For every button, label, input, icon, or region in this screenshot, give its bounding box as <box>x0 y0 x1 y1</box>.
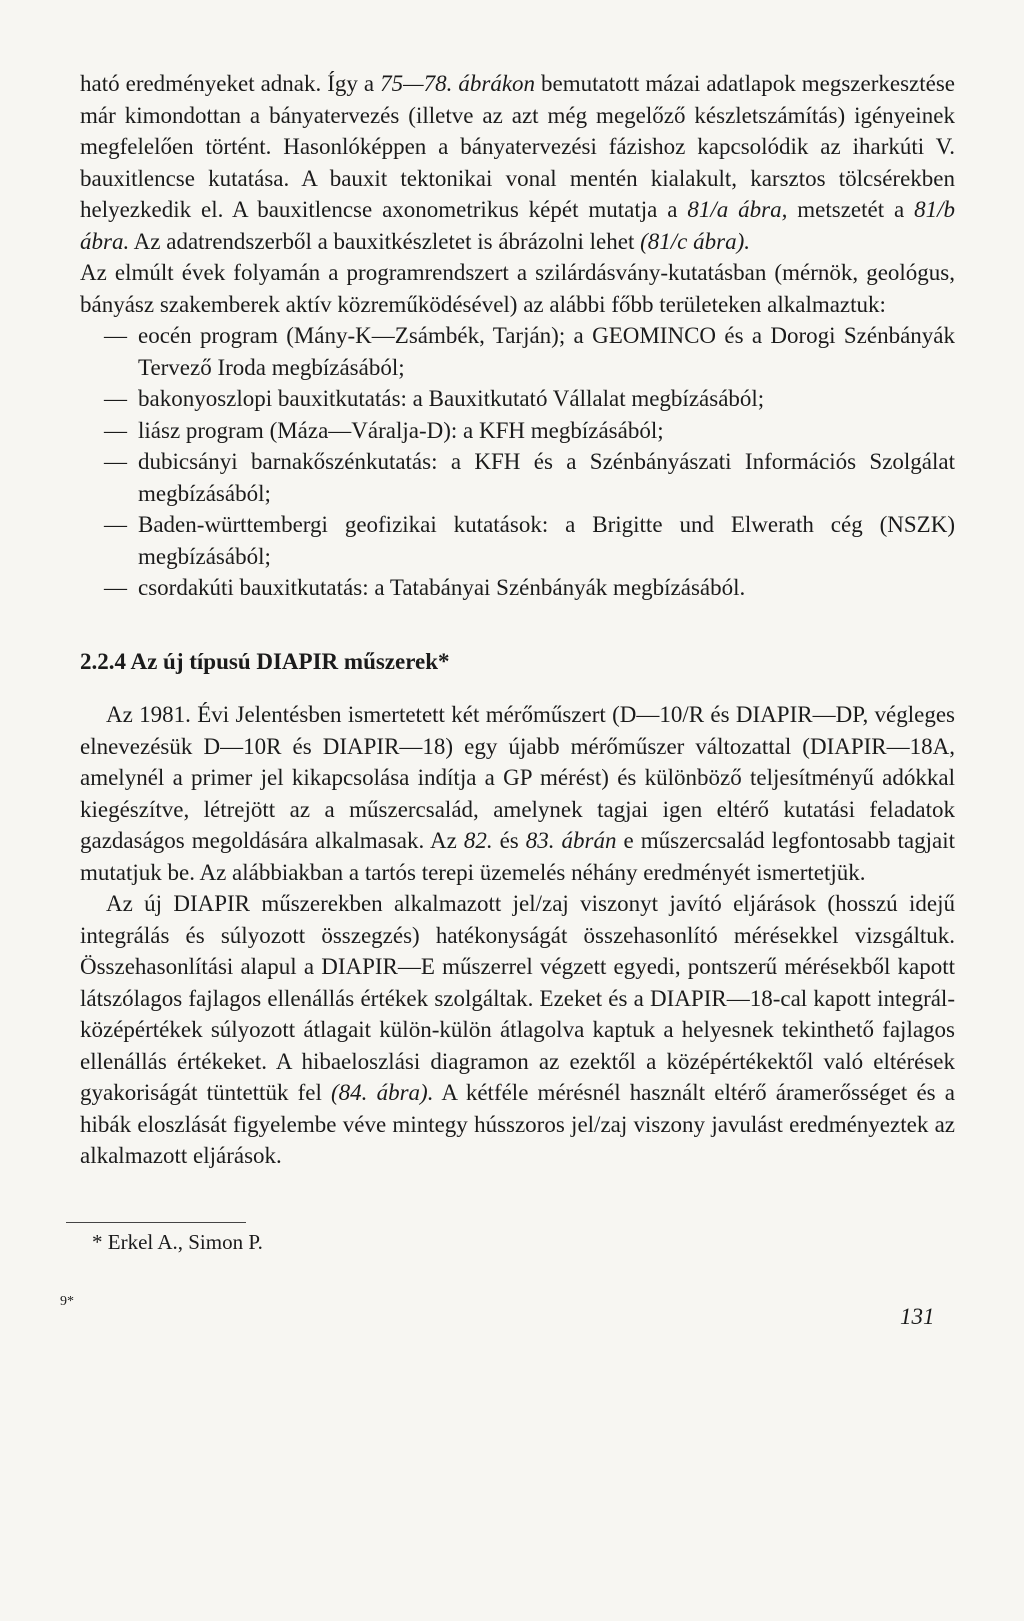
paragraph-4 <box>80 888 955 1172</box>
footnote-divider <box>66 1222 246 1223</box>
text-run: metszetét a <box>787 197 915 222</box>
text-run: Az adatrendszerből a bauxitkészletet is ábrázolni lehet <box>129 228 641 254</box>
figure-reference: 83. ábrán <box>525 828 617 853</box>
list-item: — dubicsányi barnakőszénkutatás: a KFH és a Szénbányászati Információs Szolgálat megbízásából; <box>80 446 955 509</box>
text-run: e műszercsalád legfontosabb tagjait mutatjuk be. Az alábbiakban a tartós terepi üzemelés néhány eredményét ismertetjük. <box>80 828 955 885</box>
paragraph-1 <box>80 68 955 257</box>
figure-reference: (84. ábra). <box>331 1080 434 1105</box>
signature-mark: 9* <box>60 1294 74 1309</box>
text-run: Az 1981. Évi Jelentésben ismertetett két mérőműszert (D—10/R és DIAPIR—DP, végleges elnevezésük D—10R és DIAPIR—18) egy újabb mérőműszer változattal (DIAPIR—18A, amelynél a primer jel kikapcsolása indítja a GP mérést) és különböző teljesítményű adókkal kiegészítve, létrejött az a műszercsalád, amelynek tagjai igen eltérő kutatási feladatok gazdaságos megoldására alkalmasak. Az <box>80 702 955 853</box>
body-text-lower <box>80 699 955 1172</box>
paragraph-2: Az elmúlt évek folyamán a programrendszert a szilárdásvány-kutatásban (mérnök, geológus, bányász szakemberek aktív közreműködésével) az alábbi főbb területeken alkalmaztuk: <box>80 260 955 317</box>
text-run: bemutatott mázai adatlapok megszerkesztése már kimondottan a bányatervezés (illetve az azt még megelőző készletszámítás) igényeinek megfelelően történt. Hasonlóképpen a bányatervezési fázishoz kapcsolódik az iharkúti V. bauxitlencse kutatása. A bauxit tektonikai vonal mentén kialakult, karsztos tölcsérekben helyezkedik el. A bauxitlencse axonometrikus képét mutatja a <box>80 71 955 222</box>
body-text-upper <box>80 68 955 604</box>
section-heading: 2.2.4 Az új típusú DIAPIR műszerek* <box>80 649 450 674</box>
paragraph-3 <box>80 699 955 888</box>
figure-reference: 81/a ábra, <box>687 197 788 222</box>
figure-reference: 82. <box>463 828 493 853</box>
list-item: — eocén program (Mány-K—Zsámbék, Tarján); a GEOMINCO és a Dorogi Szénbányák Tervező Iroda megbízásából; <box>80 320 955 383</box>
footnote: * Erkel A., Simon P. <box>92 1230 263 1254</box>
figure-reference: (81/c ábra). <box>640 228 750 254</box>
list-item: — csordakúti bauxitkutatás: a Tatabányai Szénbányák megbízásából. <box>80 572 955 604</box>
figure-reference: 75—78. ábrákon <box>380 71 536 96</box>
text-run: és <box>492 828 526 853</box>
text-run: Az új DIAPIR műszerekben alkalmazott jel/zaj viszonyt javító eljárások (hosszú idejű integrálás és súlyozott összegzés) hatékonyságát összehasonlító mérésekkel vizsgáltuk. Összehasonlítási alapul a DIAPIR—E műszerrel végzett egyedi, pontszerű mérésekből kapott látszólagos fajlagos ellenállás értékek szolgáltak. Ezeket és a DIAPIR—18-cal kapott integrál-középértékek súlyozott átlagait külön-külön átlagolva kaptuk a helyesnek tekinthető fajlagos ellenállás értékeket. A hibaeloszlási diagramon az ezektől a középértékektől való eltérések gyakoriságát tüntettük fel <box>80 891 955 1105</box>
application-list <box>80 320 955 604</box>
list-item: — Baden-württembergi geofizikai kutatások: a Brigitte und Elwerath cég (NSZK) megbízásából; <box>80 509 955 572</box>
page-number: 131 <box>900 1304 935 1329</box>
figure-reference: 81/b ábra. <box>80 197 955 254</box>
text-run: ható eredményeket adnak. Így a <box>80 71 381 96</box>
text-run: A kétféle mérésnél használt eltérő áramerősséget és a hibák eloszlását figyelembe véve mintegy hússzoros jel/zaj viszony javulást eredményeztek az alkalmazott eljárások. <box>80 1080 955 1168</box>
list-item: — bakonyoszlopi bauxitkutatás: a Bauxitkutató Vállalat megbízásából; <box>80 383 955 415</box>
list-item: — liász program (Máza—Váralja-D): a KFH megbízásából; <box>80 415 955 447</box>
